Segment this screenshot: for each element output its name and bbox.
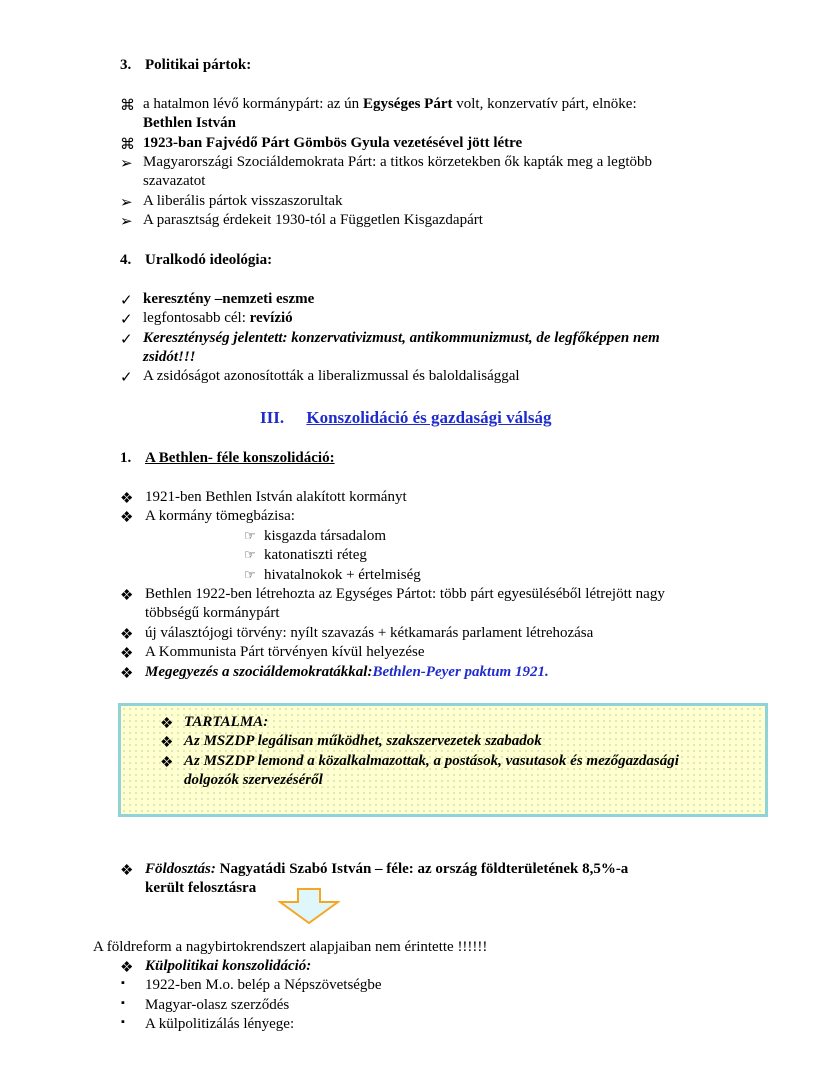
arrow-bullet-icon: ➢ xyxy=(120,195,133,211)
checkmark-icon: ✓ xyxy=(120,293,133,309)
list-item-text: Kereszténység jelentett: konzervativizmust, antikommunizmust, de legfőképpen nem xyxy=(143,330,660,346)
diamond-bullet-icon: ❖ xyxy=(160,755,174,771)
section-1-title: A Bethlen- féle konszolidáció: xyxy=(145,450,335,466)
down-arrow-icon xyxy=(278,888,340,924)
section-3-title: Politikai pártok: xyxy=(145,57,252,73)
command-bullet-icon: ⌘ xyxy=(120,98,135,114)
list-item-text: A parasztság érdekeit 1930-tól a Független Kisgazdapárt xyxy=(143,212,483,228)
section-1-number: 1. xyxy=(120,450,132,466)
list-item-emphasis: revízió xyxy=(249,310,293,326)
list-item-text: került felosztásra xyxy=(145,880,257,896)
box-item-text: Az MSZDP lemond a közalkalmazottak, a postások, vasutasok és mezőgazdasági xyxy=(184,753,679,769)
chapter-number: III. xyxy=(260,408,285,427)
list-item-text: szavazatot xyxy=(143,173,206,189)
list-item-text: katonatiszti réteg xyxy=(264,547,367,563)
box-item-text: dolgozók szervezéséről xyxy=(184,772,323,788)
pact-name: Bethlen-Peyer paktum 1921. xyxy=(372,664,549,680)
list-item-text: Bethlen István xyxy=(143,115,236,131)
list-item-text: Nagyatádi Szabó István – féle: az ország földterületének 8,5%-a xyxy=(215,861,629,877)
list-item-text: 1923-ban Fajvédő Párt Gömbös Gyula vezetésével jött létre xyxy=(143,135,523,151)
list-item-text: 1921-ben Bethlen István alakított kormányt xyxy=(145,489,407,505)
list-item-text: többségű kormánypárt xyxy=(145,605,280,621)
list-item-text: Megegyezés a szociáldemokratákkal: xyxy=(145,664,373,680)
command-bullet-icon: ⌘ xyxy=(120,137,135,153)
list-item-text: keresztény –nemzeti eszme xyxy=(143,291,315,307)
box-item-text: TARTALMA: xyxy=(184,714,269,730)
diamond-bullet-icon: ❖ xyxy=(120,666,134,682)
diamond-bullet-icon: ❖ xyxy=(120,863,134,879)
list-item-text: A Kommunista Párt törvényen kívül helyezése xyxy=(145,644,425,660)
diamond-bullet-icon: ❖ xyxy=(160,735,174,751)
list-item-text: A kormány tömegbázisa: xyxy=(145,508,295,524)
checkmark-icon: ✓ xyxy=(120,332,133,348)
pointing-hand-icon: ☞ xyxy=(244,528,256,543)
square-bullet-icon: ▪ xyxy=(121,997,125,1009)
list-item-text: új választójogi törvény: nyílt szavazás + kétkamarás parlament létrehozása xyxy=(145,625,594,641)
square-bullet-icon: ▪ xyxy=(121,977,125,989)
arrow-bullet-icon: ➢ xyxy=(120,156,133,172)
list-item-text: zsidót!!! xyxy=(143,349,196,365)
list-item-text: Bethlen 1922-ben létrehozta az Egységes Pártot: több párt egyesüléséből létrejött nagy xyxy=(145,586,665,602)
section-4-number: 4. xyxy=(120,252,132,268)
section-4-title: Uralkodó ideológia: xyxy=(145,252,273,268)
land-distribution-label: Földosztás: xyxy=(145,861,216,877)
list-item-text: A zsidóságot azonosították a liberalizmussal és baloldalisággal xyxy=(143,368,520,384)
list-item-text: Magyar-olasz szerződés xyxy=(145,997,290,1013)
square-bullet-icon: ▪ xyxy=(121,1016,125,1028)
list-item-text: 1922-ben M.o. belép a Népszövetségbe xyxy=(145,977,382,993)
diamond-bullet-icon: ❖ xyxy=(120,491,134,507)
diamond-bullet-icon: ❖ xyxy=(120,510,134,526)
foreign-policy-title: Külpolitikai konszolidáció: xyxy=(145,958,312,974)
chapter-title: Konszolidáció és gazdasági válság xyxy=(306,408,552,427)
arrow-bullet-icon: ➢ xyxy=(120,214,133,230)
land-reform-statement: A földreform a nagybirtokrendszert alapjaiban nem érintette !!!!!! xyxy=(93,939,488,955)
diamond-bullet-icon: ❖ xyxy=(160,716,174,732)
list-item-text: A külpolitizálás lényege: xyxy=(145,1016,295,1032)
box-item-text: Az MSZDP legálisan működhet, szakszervezetek szabadok xyxy=(184,733,542,749)
list-item-text: a hatalmon lévő kormánypárt: az ún xyxy=(143,96,363,112)
list-item-text: volt, konzervatív párt, elnöke: xyxy=(452,96,637,112)
pointing-hand-icon: ☞ xyxy=(244,547,256,562)
list-item-text: Magyarországi Szociáldemokrata Párt: a titkos körzetekben ők kapták meg a legtöbb xyxy=(143,154,652,170)
checkmark-icon: ✓ xyxy=(120,370,133,386)
diamond-bullet-icon: ❖ xyxy=(120,646,134,662)
list-item-text: A liberális pártok visszaszorultak xyxy=(143,193,343,209)
diamond-bullet-icon: ❖ xyxy=(120,960,134,976)
list-item-text: kisgazda társadalom xyxy=(264,528,387,544)
chapter-heading xyxy=(260,408,551,428)
section-3-number: 3. xyxy=(120,57,132,73)
pointing-hand-icon: ☞ xyxy=(244,567,256,582)
list-item-text: hivatalnokok + értelmiség xyxy=(264,567,421,583)
diamond-bullet-icon: ❖ xyxy=(120,588,134,604)
checkmark-icon: ✓ xyxy=(120,312,133,328)
diamond-bullet-icon: ❖ xyxy=(120,627,134,643)
party-name: Egységes Párt xyxy=(362,96,453,112)
list-item-text: legfontosabb cél: xyxy=(143,310,250,326)
